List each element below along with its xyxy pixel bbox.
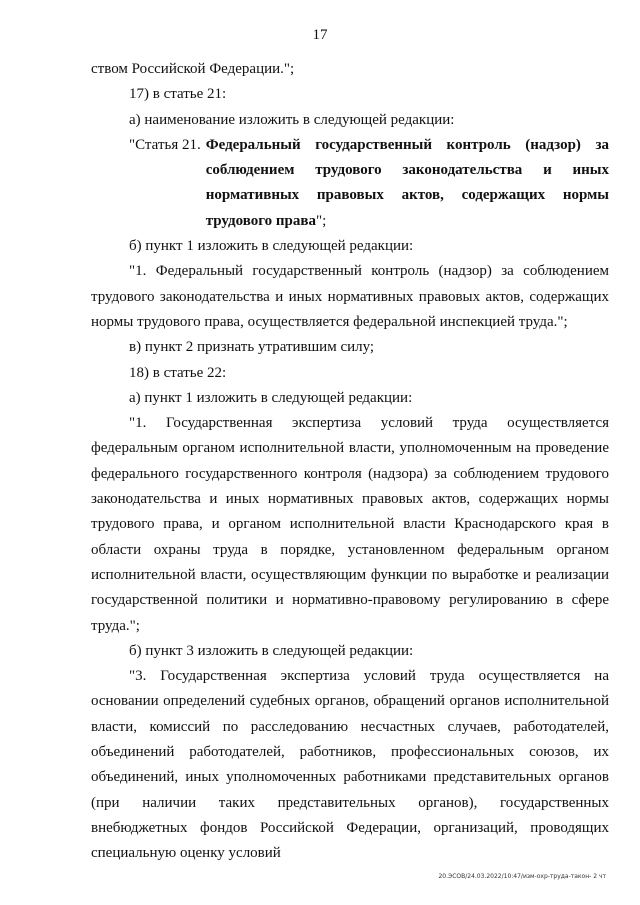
paragraph-subitem-a-point-1: а) пункт 1 изложить в следующей редакции: [129,389,413,406]
paragraph-subitem-b-point-3: б) пункт 3 изложить в следующей редакции: [129,642,414,659]
paragraph-item-18: 18) в статье 22: [129,364,227,381]
paragraph-expertise-point-1: "1. Государственная экспертиза условий труда осуществляется федеральным органом исполнительной власти, уполномоченным на проведение федерального государственного контроля (надзора) за соблюдением трудового законодательства и иных нормативных правовых актов, содержащих нормы трудового права, и органом исполнительной власти Краснодарского края в области охраны труда в порядке, установленном федеральным органом исполнительной власти, осуществляющим функции по выработке и реализации государственной политики и нормативно-правовому регулированию в сфере труда."; [91,415,609,634]
article-number: "Статья 21. [129,136,201,153]
article-title [206,133,609,234]
paragraph-continuation: ством Российской Федерации."; [91,61,295,77]
article-title-suffix: "; [315,212,327,229]
paragraph-subitem-v: в) пункт 2 признать утратившим силу; [129,339,375,356]
paragraph-subitem-b: б) пункт 1 изложить в следующей редакции: [129,238,414,255]
article-title-text: Федеральный государственный контроль (надзор) за соблюдением трудового законодательства и иных нормативных правовых актов, содержащих нормы трудового права [205,136,609,229]
paragraph-subitem-a-title: а) наименование изложить в следующей редакции: [129,111,455,128]
document-body [91,57,609,867]
page-number: 17 [312,27,328,43]
article-heading [91,133,609,234]
footer-document-code: 20.ЭСОВ/24.03.2022/10:47/изм-охр-труда-такон- 2 чт [438,873,606,880]
paragraph-point-1-text: "1. Федеральный государственный контроль (надзор) за соблюдением трудового законодательства и иных нормативных правовых актов, содержащих нормы трудового права, осуществляется федеральной инспекцией труда."; [91,263,609,330]
paragraph-item-17: 17) в статье 21: [129,86,227,103]
paragraph-expertise-point-3: "3. Государственная экспертиза условий труда осуществляется на основании определений судебных органов, обращений органов исполнительной власти, комиссий по расследованию несчастных случаев, работодателей, объединений работодателей, работников, профессиональных союзов, их объединений, иных уполномоченных работниками представительных органов (при наличии таких представительных органов), государственных внебюджетных фондов Российской Федерации, организаций, проводящих специальную оценку условий [91,668,609,862]
